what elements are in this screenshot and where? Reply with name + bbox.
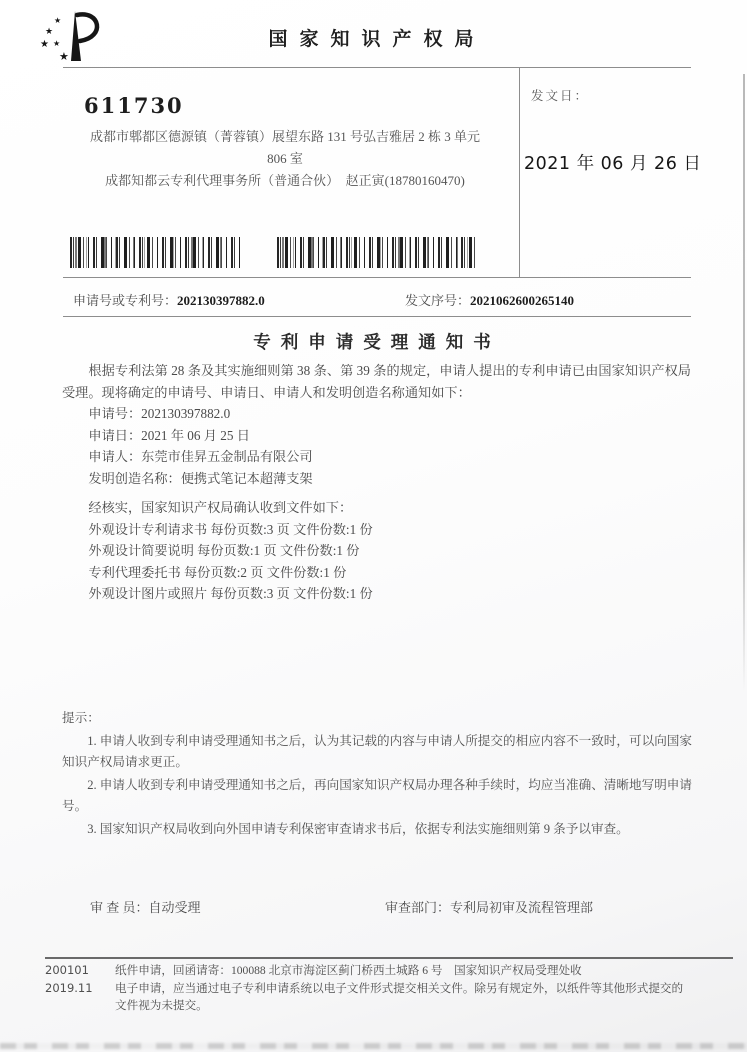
recipient-postcode: 611730 [84,93,184,118]
barcode-icon [277,237,478,268]
field-invention-title [62,468,691,490]
tip-item: 2. 申请人收到专利申请受理通知书之后，再向国家知识产权局办理各种手续时，均应当准确、清晰地写明申请号。 [62,777,692,813]
signoff-row [63,897,691,919]
recipient-address-line1: 成都市郫都区德源镇（菁蓉镇）展望东路 131 号弘吉雅居 2 栋 3 单元 [89,129,480,144]
reference-number-row [63,290,691,312]
department-value: 专利局初审及流程管理部 [450,900,594,915]
notice-title: 专利申请受理通知书 [253,332,501,352]
field-label: 申请人： [88,449,142,464]
intro-paragraph: 根据专利法第 28 条及其实施细则第 38 条、第 39 条的规定，申请人提出的专利申请已由国家知识产权局受理。现将确定的申请号、申请日、申请人和发明创造名称通知如下： [62,363,691,400]
examining-department [385,897,593,916]
star-icon: ★ [53,39,61,48]
page-scan-right-edge [743,74,745,692]
field-label: 申请号： [88,406,142,421]
tip-item: 1. 申请人收到专利申请受理通知书之后，认为其记载的内容与申请人所提交的相应内容不一致时，可以向国家知识产权局请求更正。 [62,733,692,769]
dispatch-date-label: 发文日： [531,89,590,103]
application-number-value: 202130397882.0 [177,293,265,308]
star-icon: ★ [54,16,62,25]
footer-line: 文件视为未提交。 [115,999,208,1012]
field-label: 发明创造名称： [88,470,181,486]
department-label: 审查部门： [385,900,451,915]
divider-above-ref-row [63,277,691,278]
field-value: 东莞市佳昇五金制品有限公司 [141,449,313,464]
star-icon: ★ [40,39,49,50]
footer-line: 纸件申请，回函请寄：100088 北京市海淀区蓟门桥西土城路 6 号 国家知识产权局受理处收 [115,964,582,977]
application-number-label: 申请号或专利号： [73,293,178,308]
field-applicant [62,446,691,468]
field-application-date [62,425,691,447]
received-document-line: 专利代理委托书 每份页数:2 页 文件份数:1 份 [88,564,347,580]
tips-label: 提示： [62,711,100,725]
footer-instructions [115,962,733,1015]
footer-rule [45,957,733,959]
recipient-agent-line: 成都知都云专利代理事务所（普通合伙） 赵正寅(18780160470) [105,173,465,188]
confirmation-line: 经核实，国家知识产权局确认收到文件如下： [88,500,353,515]
star-icon: ★ [45,26,54,36]
tip-item: 3. 国家知识产权局收到向外国申请专利保密审查请求书后，依据专利法实施细则第 9 条予以审查。 [87,821,629,836]
agency-title: 国家知识产权局 [268,29,486,50]
dispatch-serial [405,290,574,309]
star-icon: ★ [59,51,69,63]
footer-code: 2019.11 [45,980,93,995]
examiner-label: 审 查 员： [90,900,149,915]
application-number [73,290,265,309]
page-scan-bottom-edge [0,1043,747,1049]
footer-code: 200101 [45,963,89,977]
recipient-address-block [56,126,514,192]
header-rule [63,67,691,68]
divider-below-ref-row [63,316,691,317]
field-value: 便携式笔记本超薄支架 [180,470,313,486]
dispatch-serial-value: 2021062600265140 [470,293,575,308]
received-document-line: 外观设计图片或照片 每份页数:3 页 文件份数:1 份 [88,586,373,601]
dispatch-serial-label: 发文序号： [405,293,471,308]
dispatch-date-value: 2021 年 06 月 26 日 [524,154,702,174]
notice-body [62,360,691,605]
field-value: 2021 年 06 月 25 日 [141,427,250,443]
received-document-line: 外观设计简要说明 每份页数:1 页 文件份数:1 份 [88,543,360,558]
examiner-value: 自动受理 [148,900,201,915]
examiner [90,897,201,916]
recipient-address-line2: 806 室 [267,151,303,166]
field-value: 202130397882.0 [141,406,231,421]
tips-section [62,708,692,840]
footer-form-codes [45,962,93,997]
date-box-divider [519,67,520,278]
footer-line: 电子申请，应当通过电子专利申请系统以电子文件形式提交相关文件。除另有规定外，以纸件等其他形式提交的 [115,981,684,995]
field-application-number [62,403,691,425]
received-document-line: 外观设计专利请求书 每份页数:3 页 文件份数:1 份 [88,521,373,537]
barcode-icon [70,237,240,268]
field-label: 申请日： [88,427,142,443]
